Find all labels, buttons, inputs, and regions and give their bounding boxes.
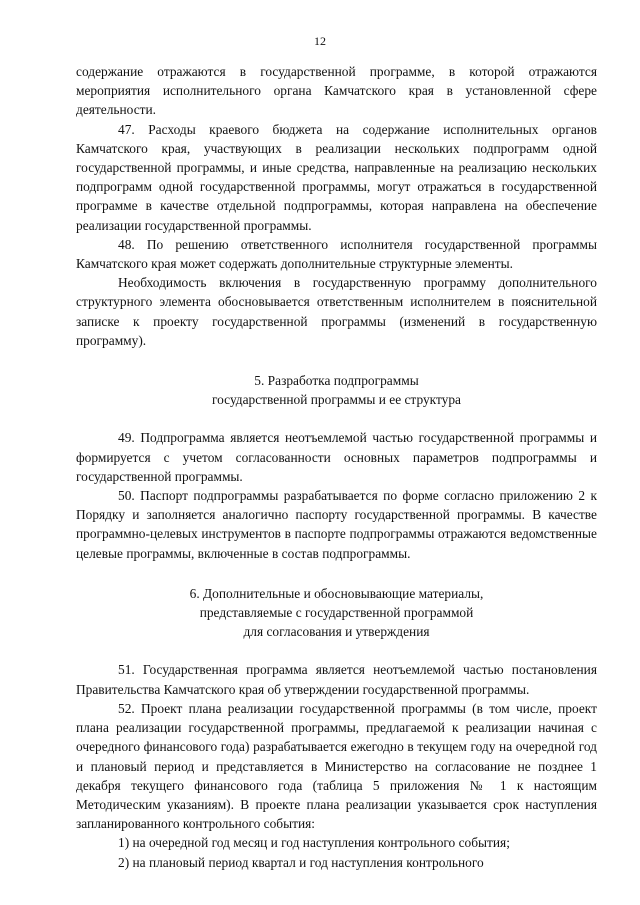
- spacer: [76, 563, 597, 584]
- paragraph-continuation: содержание отражаются в государственной программе, в которой отражаются мероприятия исполнительного органа Камчатского края в установленной сфере деятельности.: [76, 64, 597, 118]
- section-6-heading-line2: представляемые с государственной программой: [199, 605, 474, 621]
- spacer: [76, 409, 597, 428]
- document-body: [76, 62, 597, 872]
- section-6-heading-line1: 6. Дополнительные и обосновывающие материалы,: [189, 585, 484, 601]
- section-5-heading-line1: 5. Разработка подпрограммы: [254, 373, 419, 389]
- paragraph-51: 51. Государственная программа является неотъемлемой частью постановления Правительства Камчатского края об утверждении государственной программы.: [76, 662, 597, 697]
- section-6-heading-line3: для согласования и утверждения: [243, 624, 430, 640]
- paragraph-49: 49. Подпрограмма является неотъемлемой частью государственной программы и формируется с учетом согласованности основных параметров подпрограммы и государственной программы.: [76, 430, 597, 484]
- paragraph-47: 47. Расходы краевого бюджета на содержание исполнительных органов Камчатского края, участвующих в реализации нескольких подпрограмм одной государственной программы, и иные средства, направленные на реализацию нескольких подпрограмм одной государственной программы, могут отражаться в государственной программе в качестве отдельной подпрограммы, которая направлена на обеспечение реализации государственной программы.: [76, 121, 597, 233]
- spacer: [76, 350, 597, 371]
- paragraph-50: 50. Паспорт подпрограммы разрабатывается по форме согласно приложению 2 к Порядку и заполняется аналогично паспорту государственной программы. В качестве программно-целевых инструментов в паспорте подпрограммы отражаются ведомственные целевые программы, включенные в состав подпрограммы.: [76, 488, 597, 561]
- page-number: 12: [314, 34, 326, 48]
- paragraph-52: 52. Проект плана реализации государственной программы (в том числе, проект плана реализации государственной программы, предлагаемой к реализации начиная с очередного финансового года) разрабатывается ежегодно в текущем году на очередной год и плановый период и представляется в Министерство на согласование не позднее 1 декабря текущего финансового года (таблица 5 приложения № 1 к настоящим Методическим указаниям). В проекте плана реализации указывается срок наступления запланированного контрольного события:: [76, 700, 597, 832]
- section-5-heading-line2: государственной программы и ее структура: [211, 392, 462, 408]
- list-item-2: 2) на плановый период квартал и год наступления контрольного: [118, 854, 484, 870]
- list-item-1: 1) на очередной год месяц и год наступления контрольного события;: [118, 835, 510, 851]
- paragraph-48-cont: Необходимость включения в государственную программу дополнительного структурного элемента обосновывается ответственным исполнителем в пояснительной записке к проекту государственной программы (изменений в государственную программу).: [76, 275, 597, 348]
- paragraph-48: 48. По решению ответственного исполнителя государственной программы Камчатского края может содержать дополнительные структурные элементы.: [76, 236, 597, 272]
- spacer: [76, 641, 597, 660]
